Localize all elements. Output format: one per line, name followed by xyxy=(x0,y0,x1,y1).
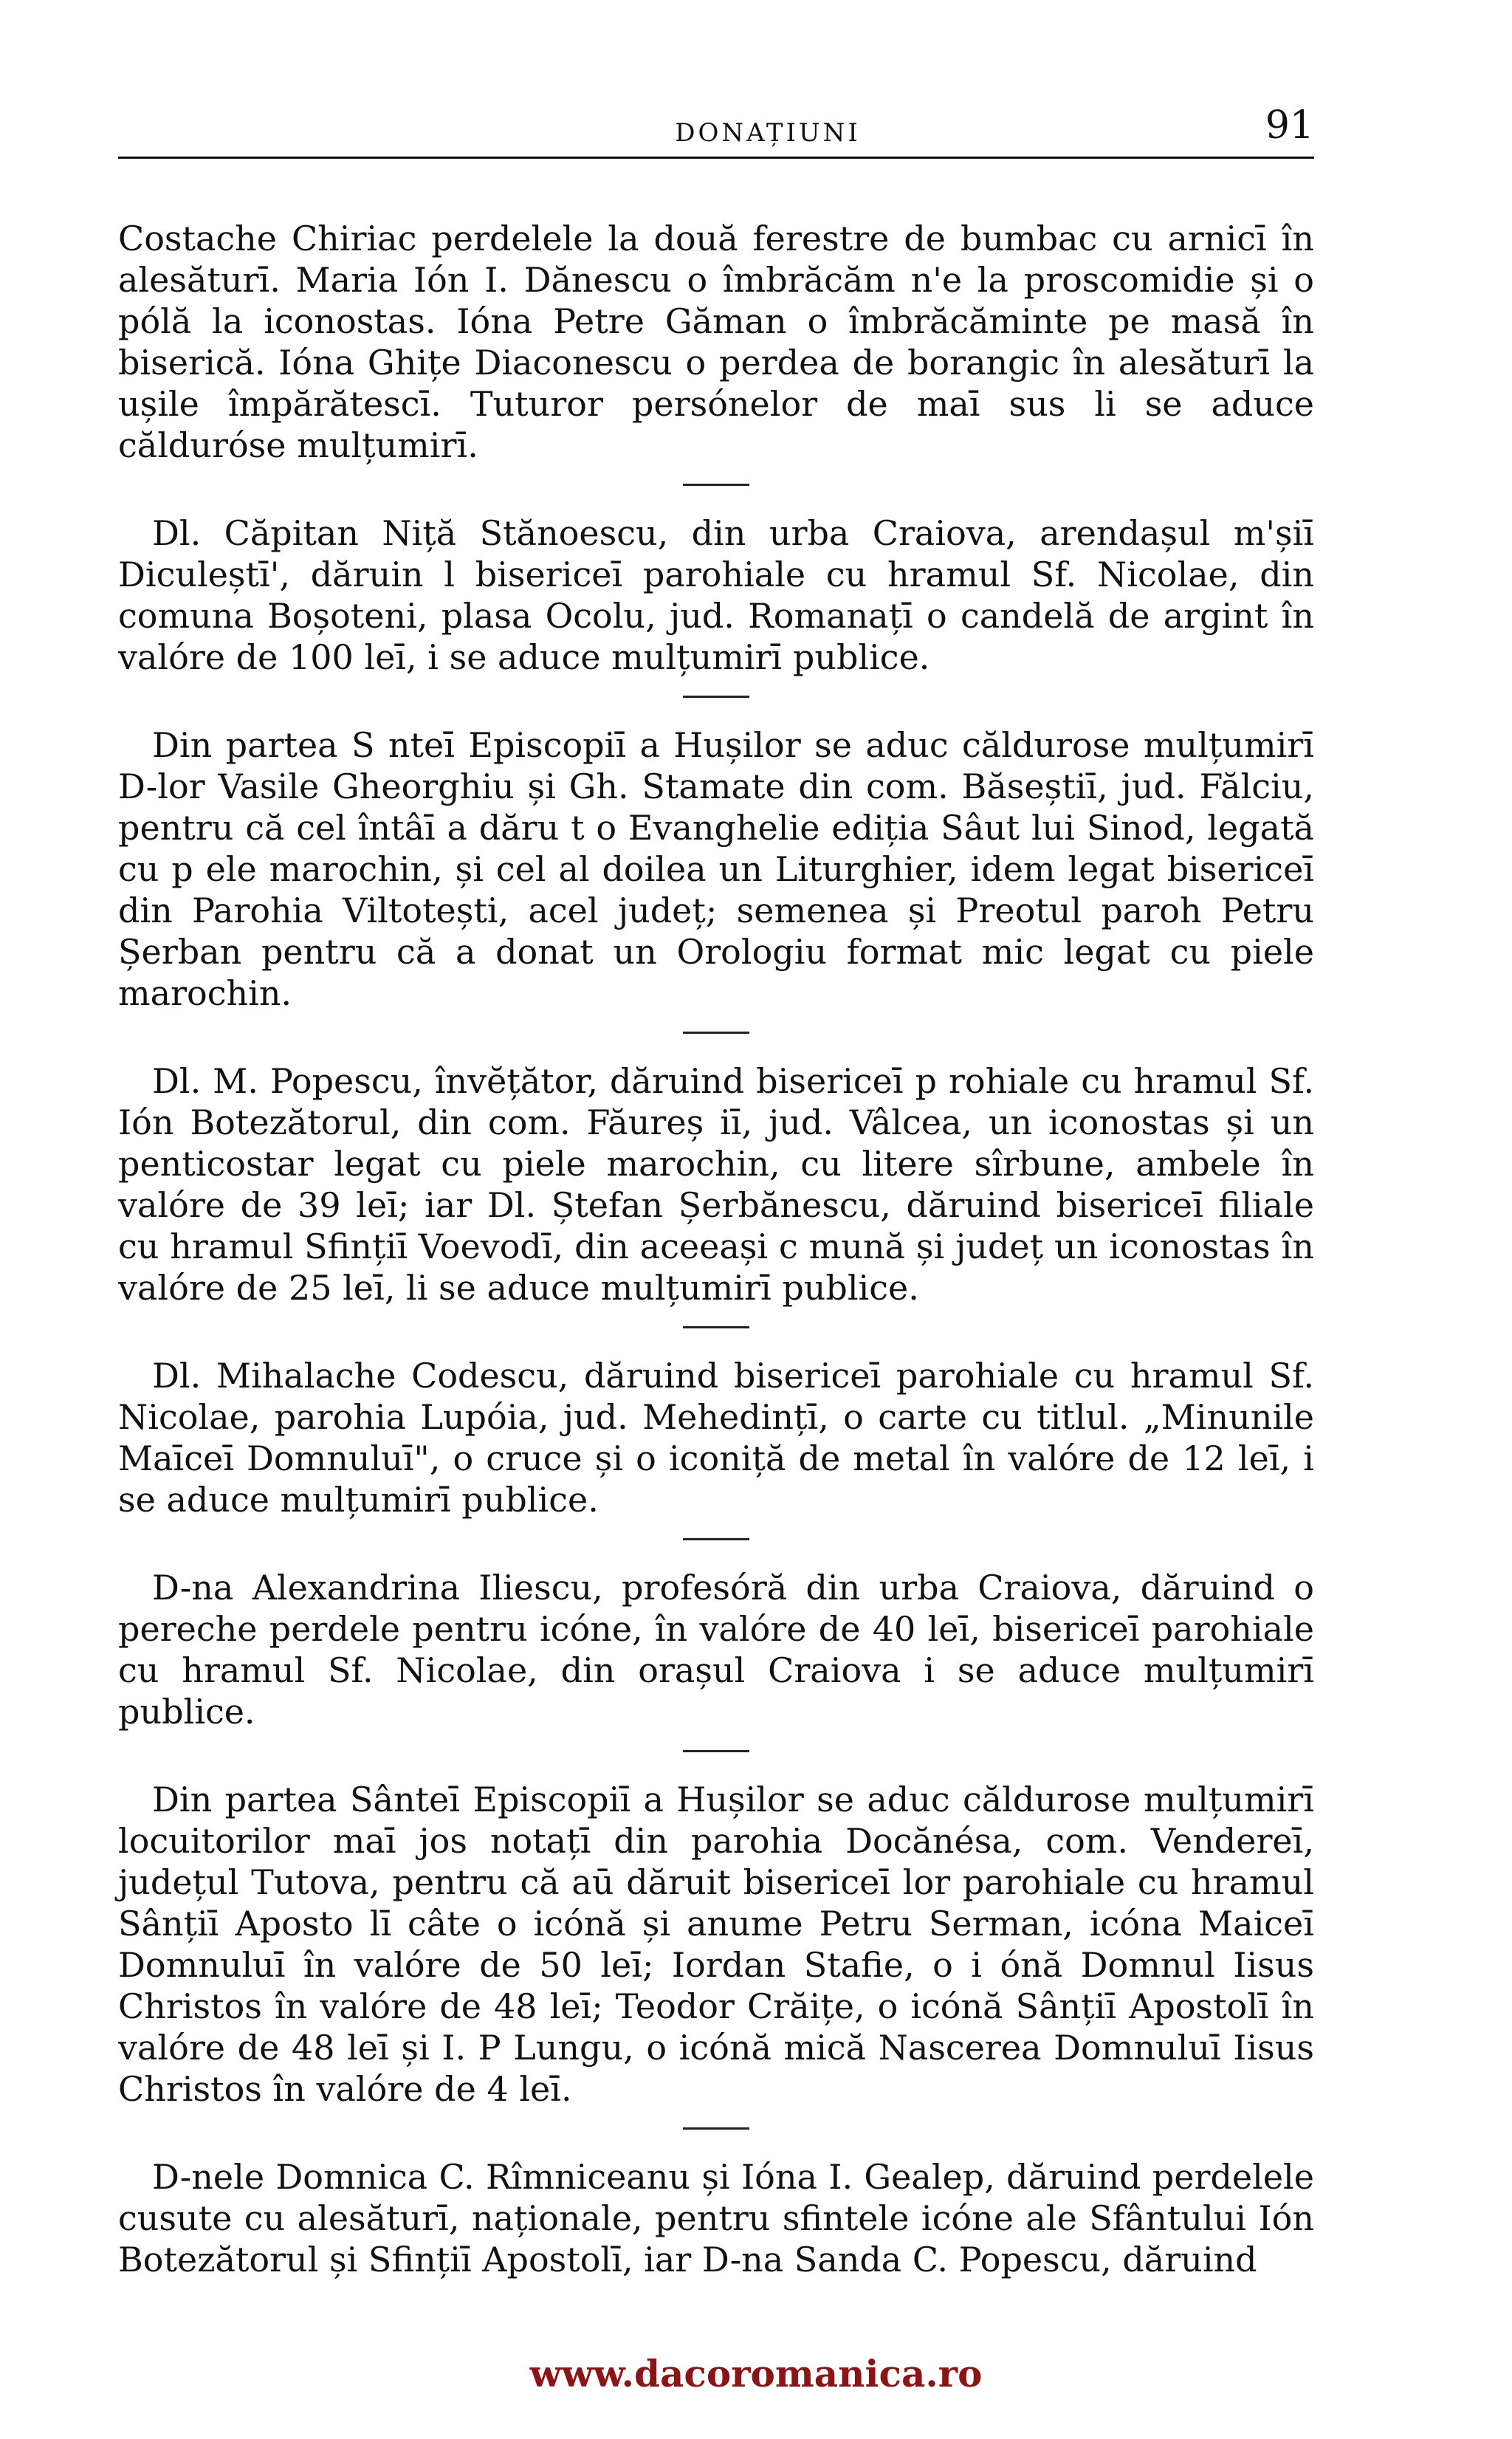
paragraph-3: Din partea S nteī Episcopiī a Hușilor se aduc căldurose mulțumirī D-lor Vasile Gheorghiu și Gh. Stamate din com. Băseștiī, jud. Fălciu, pentru că cel întâī a dăru t o Evanghelie ediția Sâut lui Sinod, legată cu p ele marochin, și cel al doilea un Liturghier, idem legat bisericeī din Parohia Viltotești, acel județ; semenea și Preotul paroh Petru Șerban pentru că a donat un Orologiu format mic legat cu piele marochin. xyxy=(118,725,1314,1013)
paragraph-8: D-nele Domnica C. Rîmniceanu și Ióna I. Gealep, dăruind perdelele cusute cu alesăturī, naționale, pentru sfintele icóne ale Sfântului Ión Botezătorul și Sfințiī Apostolī, iar D-na Sanda C. Popescu, dăruind xyxy=(118,2157,1314,2280)
paragraph-7: Din partea Sânteī Episcopiī a Hușilor se aduc căldurose mulțumirī locuitorilor maī jos notațī din parohia Docănésa, com. Vendereī, județul Tutova, pentru că aū dăruit bisericeī lor parohiale cu hramul Sânțiī Aposto lī câte o icónă și anume Petru Serman, icóna Maiceī Domnuluī în valóre de 50 leī; Iordan Stafie, o i ónă Domnul Iisus Christos în valóre de 48 leī; Teodor Crăițe, o icónă Sânțiī Apostolī în valóre de 48 leī și I. P Lungu, o icónă mică Nascerea Domnuluī Iisus Christos în valóre de 4 leī. xyxy=(118,1780,1314,2109)
running-header-title: DONAȚIUNI xyxy=(675,118,861,148)
section-separator xyxy=(683,696,749,698)
paragraph-4: Dl. M. Popescu, învĕțător, dăruind bisericeī p rohiale cu hramul Sf. Ión Botezătorul, din com. Făureș iī, jud. Vâlcea, un iconostas și un penticostar legat cu piele marochin, cu litere sîrbune, ambele în valóre de 39 leī; iar Dl. Ștefan Șerbănescu, dăruind bisericeī filiale cu hramul Sfințiī Voevodī, din aceeași c mună și județ un iconostas în valóre de 25 leī, li se aduce mulțumirī publice. xyxy=(118,1061,1314,1308)
paragraph-2: Dl. Căpitan Niță Stănoescu, din urba Craiova, arendașul m'șiī Diculeștī', dăruin l bisericeī parohiale cu hramul Sf. Nicolae, din comuna Boșoteni, plasa Ocolu, jud. Romanațī o candelă de argint în valóre de 100 leī, i se aduce mulțumirī publice. xyxy=(118,513,1314,677)
paragraph-5: Dl. Mihalache Codescu, dăruind bisericeī parohiale cu hramul Sf. Nicolae, parohia Lupóia, jud. Mehedințī, o carte cu titlul. „Minunile Maīceī Domnuluī", o cruce și o iconiță de metal în valóre de 12 leī, i se aduce mulțumirī publice. xyxy=(118,1356,1314,1520)
section-separator xyxy=(683,1326,749,1328)
section-separator xyxy=(683,1032,749,1034)
section-separator xyxy=(683,2127,749,2130)
page-header xyxy=(118,87,1314,148)
watermark-url: www.dacoromanica.ro xyxy=(529,2352,983,2395)
section-separator xyxy=(683,1538,749,1540)
page-body xyxy=(118,218,1314,2280)
paragraph-6: D-na Alexandrina Iliescu, profesóră din urba Craiova, dăruind o pereche perdele pentru icóne, în valóre de 40 leī, bisericeī parohiale cu hramul Sf. Nicolae, din orașul Craiova i se aduce mulțumirī publice. xyxy=(118,1568,1314,1732)
page-number: 91 xyxy=(1265,103,1314,148)
section-separator xyxy=(683,1750,749,1752)
section-separator xyxy=(683,484,749,486)
header-rule xyxy=(118,157,1314,159)
paragraph-1: Costache Chiriac perdelele la două ferestre de bumbac cu arnicī în alesăturī. Maria Ión I. Dănescu o îmbrăcăm n'e la proscomidie și o pólă la iconostas. Ióna Petre Găman o îmbrăcăminte pe masă în biserică. Ióna Ghițe Diaconescu o perdea de borangic în alesăturī la ușile împărătescī. Tuturor persónelor de maī sus li se aduce căldurósе mulțumirī. xyxy=(118,219,1314,465)
